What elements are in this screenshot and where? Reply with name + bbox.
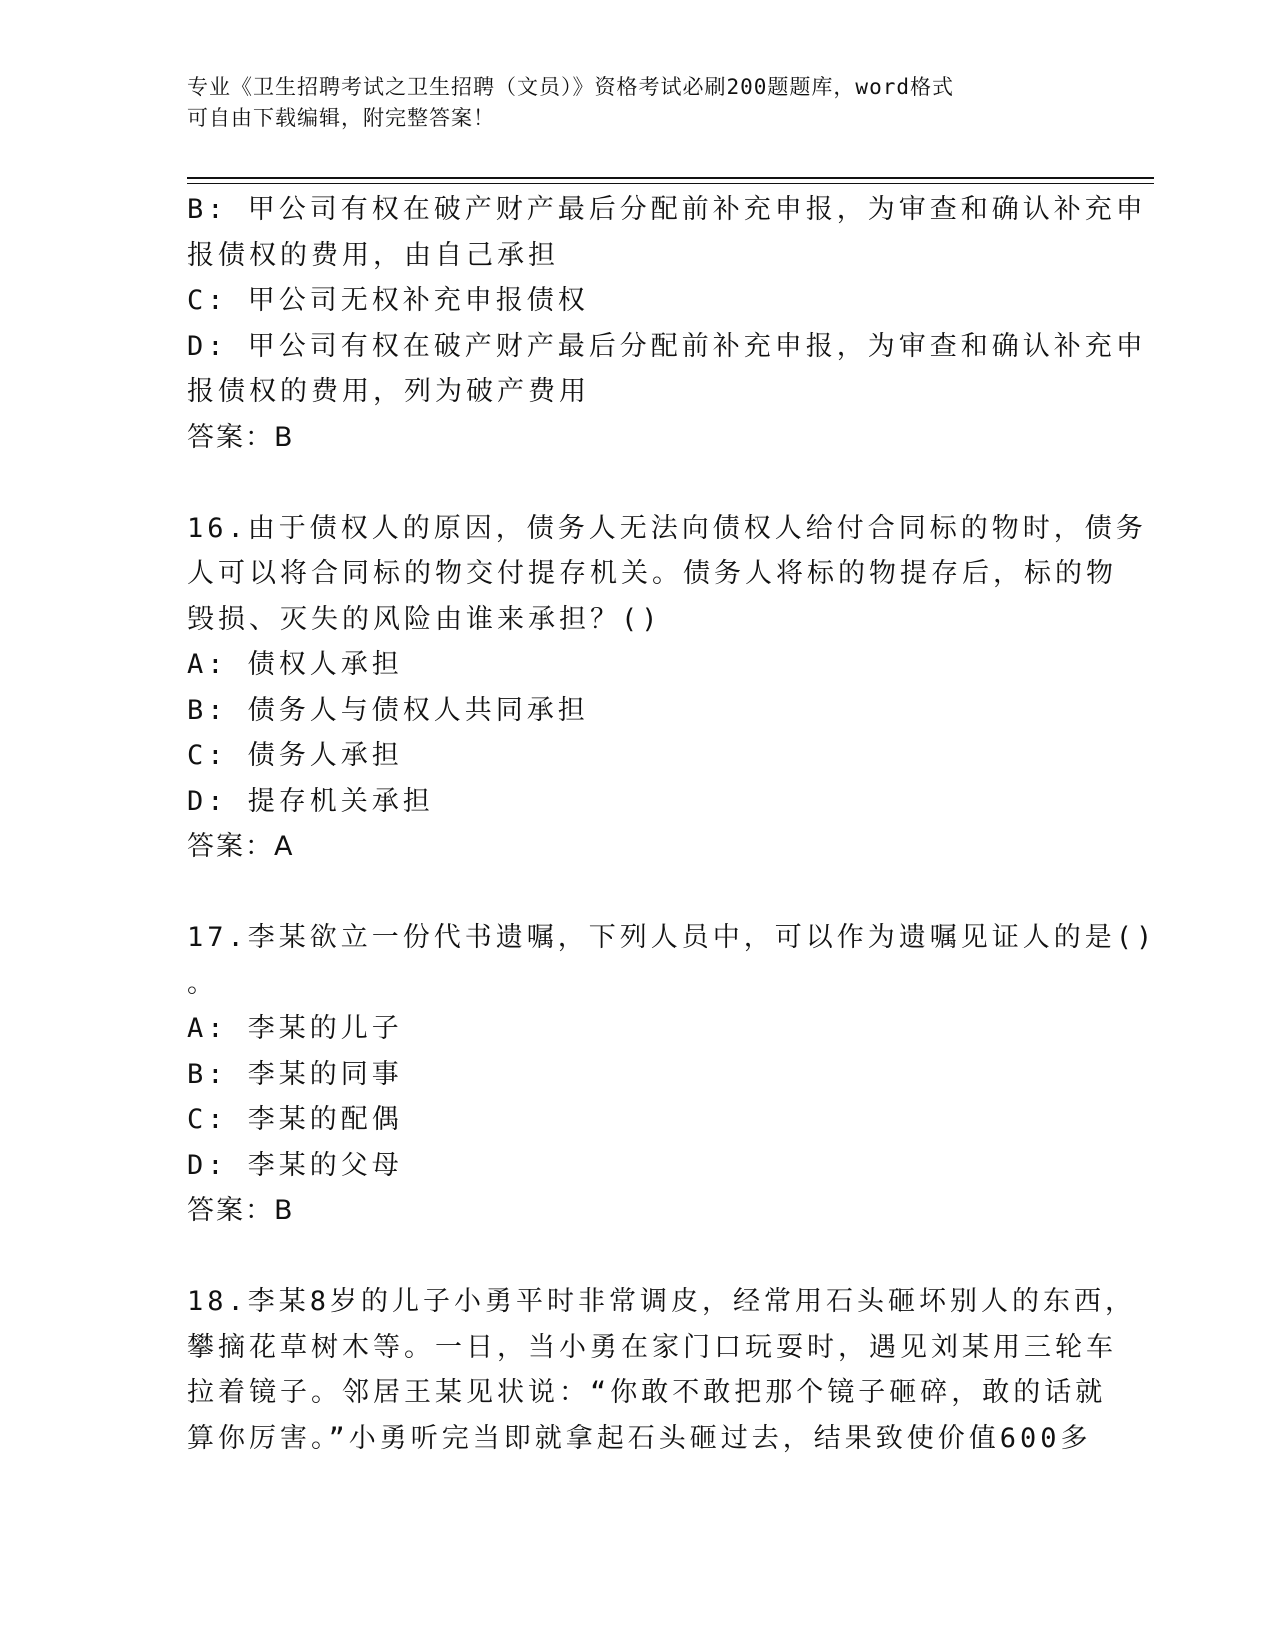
q16-stem-line-3: 毁损、灭失的风险由谁来承担？() [187,603,662,635]
q15-option-d-line-2: 报债权的费用，列为破产费用 [187,376,590,407]
spacer [187,870,1087,916]
spacer [187,460,1087,506]
header-divider-thin [187,183,1154,184]
q18-stem-line-2: 攀摘花草树木等。一日，当小勇在家门口玩耍时，遇见刘某用三轮车 [187,1331,1117,1363]
q17-answer: 答案：B [187,1195,295,1226]
q18-stem-line-3: 拉着镜子。邻居王某见状说：“你敢不敢把那个镜子砸碎，敢的话就 [187,1377,1107,1408]
q16-option-b: B: 债务人与债权人共同承担 [187,694,589,726]
q16-option-c: C: 债务人承担 [187,740,403,771]
q17-option-b: B: 李某的同事 [187,1058,403,1090]
q18-stem-line-4: 算你厉害。”小勇听完当即就拿起石头砸过去，结果致使价值600多 [187,1422,1092,1454]
q16-option-a: A: 债权人承担 [187,649,403,680]
q15-option-b-line-1: B: 甲公司有权在破产财产最后分配前补充申报，为审查和确认补充申 [187,194,1147,225]
q15-answer: 答案：B [187,421,295,453]
q16-option-d: D: 提存机关承担 [187,785,434,817]
header-title-line-2: 可自由下载编辑，附完整答案！ [187,106,495,130]
q17-option-d: D: 李某的父母 [187,1149,403,1181]
q17-option-c: C: 李某的配偶 [187,1104,403,1135]
question-17 [187,915,1157,1234]
q17-stem-line-1: 17.李某欲立一份代书遗嘱，下列人员中，可以作为遗嘱见证人的是() [187,922,1157,953]
question-16 [187,506,1147,870]
q18-stem-line-1: 18.李某8岁的儿子小勇平时非常调皮，经常用石头砸坏别人的东西， [187,1286,1137,1317]
q16-stem-line-1: 16.由于债权人的原因，债务人无法向债权人给付合同标的物时，债务 [187,512,1147,544]
header-divider-thick [187,177,1154,179]
question-content [187,187,1157,1461]
spacer [187,1234,1087,1280]
q17-stem-line-2: 。 [187,967,218,999]
q15-option-c: C: 甲公司无权补充申报债权 [187,285,589,316]
q15-option-d-line-1: D: 甲公司有权在破产财产最后分配前补充申报，为审查和确认补充申 [187,330,1147,362]
q15-option-b-line-2: 报债权的费用，由自己承担 [187,239,559,271]
q17-option-a: A: 李某的儿子 [187,1013,403,1044]
question-15-continued [187,187,1147,460]
q16-answer: 答案：A [187,831,295,862]
page-header [187,72,1067,134]
q16-stem-line-2: 人可以将合同标的物交付提存机关。债务人将标的物提存后，标的物 [187,558,1117,589]
header-title-line-1: 专业《卫生招聘考试之卫生招聘（文员）》资格考试必刷200题题库，word格式 [187,75,954,99]
question-18 [187,1279,1137,1461]
